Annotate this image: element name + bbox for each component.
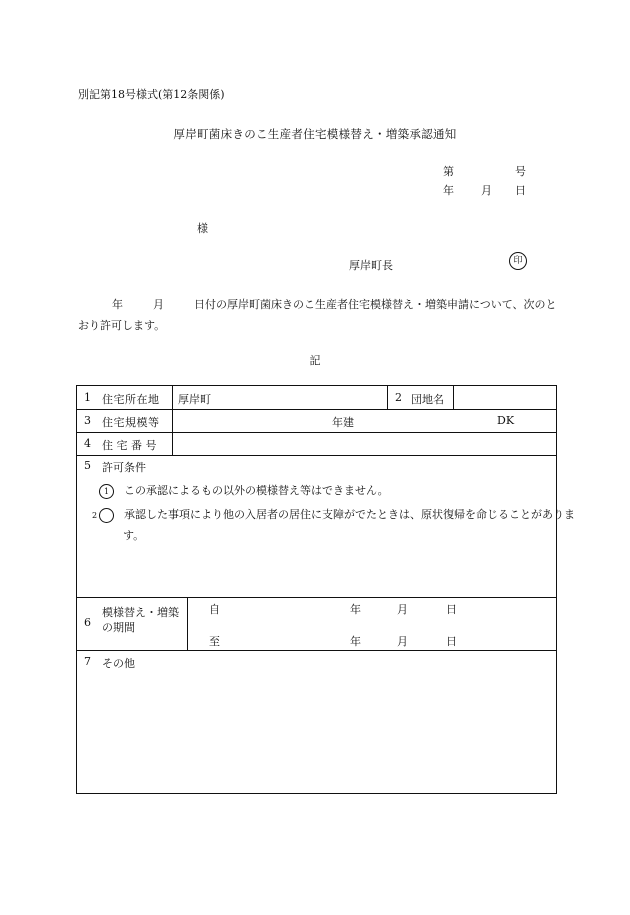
doc-number-prefix: 第 [443,165,454,178]
body-month: 月 [153,298,164,311]
row1-value: 厚岸町 [178,393,211,406]
period-from-month: 月 [397,603,408,616]
row-divider [77,455,556,456]
row-divider [77,650,556,651]
row7-number: 7 [84,655,91,668]
detail-table [76,385,575,794]
circled-two-icon: 2 [99,508,114,523]
date-month: 月 [481,184,492,197]
period-from-day: 日 [446,603,457,616]
row7-label: その他 [102,657,135,670]
row1-number: 1 [84,391,91,404]
body-text: 日付の厚岸町菌床きのこ生産者住宅模様替え・増築申請について、次のとおり許可します。 [78,298,557,332]
ki-heading: 記 [309,354,321,367]
row3-built: 年建 [332,416,354,429]
row3-type: DK [497,414,515,427]
col-divider [387,386,388,409]
body-year: 年 [112,298,123,311]
row2-label: 団地名 [411,393,444,406]
issuer-name: 厚岸町長 [349,259,393,272]
row2-number: 2 [395,391,402,404]
row3-number: 3 [84,414,91,427]
row1-label: 住宅所在地 [102,393,160,406]
condition-text: この承認によるもの以外の模様替え等はできません。 [124,484,389,497]
period-to-label: 至 [209,635,220,648]
col-divider [453,386,454,409]
row5-label: 許可条件 [102,461,146,474]
row6-number: 6 [84,616,91,629]
condition-text: 承認した事項により他の入居者の居住に支障がでたときは、原状復帰を命じることがあります。 [123,508,575,542]
notice-body [78,294,558,336]
addressee-suffix: 様 [197,222,208,235]
period-to-day: 日 [446,635,457,648]
period-from-year: 年 [350,603,361,616]
period-to-month: 月 [397,635,408,648]
col-divider [187,597,188,650]
row-divider [77,597,556,598]
condition-item [99,482,389,499]
row6-label: 模様替え・増築の期間 [102,606,179,634]
date-day: 日 [515,184,526,197]
seal-mark-icon: 印 [509,252,527,270]
col-divider [172,386,173,455]
row4-label: 住 宅 番 号 [102,439,157,452]
circled-one-icon: 1 [99,484,114,499]
document-title: 厚岸町菌床きのこ生産者住宅模様替え・増築承認通知 [173,127,457,141]
doc-number-suffix: 号 [515,165,526,178]
period-to-year: 年 [350,635,361,648]
row5-number: 5 [84,459,91,472]
row3-label: 住宅規模等 [102,416,160,429]
date-year: 年 [443,184,454,197]
row-divider [77,409,556,410]
form-reference: 別記第18号様式(第12条関係) [78,88,225,101]
row-divider [77,432,556,433]
row4-number: 4 [84,437,91,450]
period-from-label: 自 [209,603,220,616]
condition-item [91,504,575,546]
